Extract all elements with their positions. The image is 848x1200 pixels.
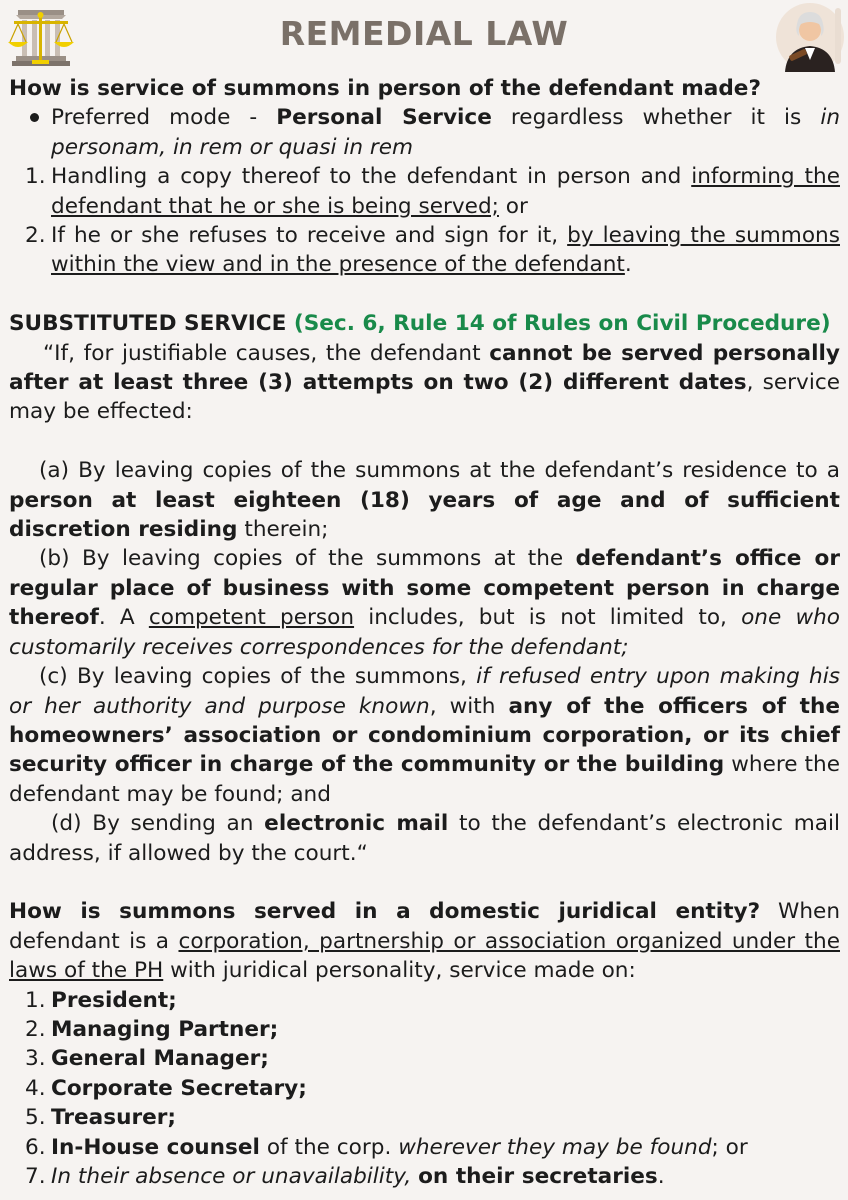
spacer [9, 280, 840, 309]
text: . [657, 1163, 665, 1189]
list-number: 1. [25, 987, 46, 1013]
list-item [9, 986, 840, 1015]
text: where the defendant may be found; and [9, 752, 840, 807]
emphasis: person at least eighteen (18) years of age and of sufficient discretion residing [9, 487, 840, 543]
underlined-text: corporation, partnership or association organized under the laws of the PH [9, 928, 840, 984]
officer-title: In-House counsel [51, 1134, 260, 1160]
text: with juridical personality, service made on: [163, 958, 636, 984]
text: , service may be effected: [9, 370, 840, 425]
question-juridical-entity [9, 897, 840, 985]
emphasis: defendant’s office or regular place of business with some competent person in charge thereof [9, 546, 841, 631]
emphasis: cannot be served personally after at least three (3) attempts on two (2) different dates [9, 340, 840, 396]
text: Preferred mode - [51, 105, 277, 131]
text: . A [98, 605, 149, 631]
text: to the defendant’s electronic mail address, if allowed by the court.“ [9, 811, 840, 866]
emphasis: on their secretaries [418, 1163, 658, 1189]
list-number: 2. [25, 223, 46, 249]
emphasis-italic: if refused entry upon making his or her authority and purpose known [9, 664, 840, 719]
text: . [624, 252, 632, 278]
list-number: 3. [25, 1046, 46, 1072]
text: of the corp. [259, 1134, 399, 1160]
paragraph-b [9, 544, 840, 662]
list-item [9, 1133, 840, 1162]
officer-title: Managing Partner; [51, 1016, 279, 1042]
list-number: 2. [25, 1016, 46, 1042]
list-item [9, 221, 840, 280]
section-heading-substituted-service [9, 309, 840, 338]
list-item [9, 1074, 840, 1103]
list-number: 6. [25, 1134, 46, 1160]
paragraph-a [9, 456, 840, 544]
underlined-text: competent person [148, 605, 355, 631]
list-number: 4. [25, 1075, 46, 1101]
officer-title: President; [51, 987, 177, 1013]
text: or [498, 193, 528, 219]
list-item [9, 162, 840, 221]
emphasis-italic: In their absence or unavailability, [51, 1163, 412, 1189]
spacer [9, 427, 840, 456]
officer-title: Treasurer; [51, 1105, 177, 1131]
text: , with [429, 693, 509, 719]
paragraph-intro [9, 339, 840, 427]
spacer [9, 868, 840, 897]
list-number: 5. [25, 1105, 46, 1131]
list-item [9, 1162, 840, 1191]
officer-title: Corporate Secretary; [51, 1075, 307, 1101]
list-item [9, 1103, 840, 1132]
text: (a) By leaving copies of the summons at the defendant’s residence to a [39, 458, 840, 484]
judge-icon [775, 2, 845, 72]
emphasis: Personal Service [276, 105, 492, 131]
question-personal-service: How is service of summons in person of the defendant made? [9, 76, 761, 101]
text: (c) By leaving copies of the summons, [39, 664, 477, 690]
text: includes, but is not limited to, [354, 605, 742, 631]
text: ; or [711, 1134, 748, 1160]
list-number: 7. [25, 1163, 46, 1189]
document-body [9, 74, 840, 1191]
heading-text: SUBSTITUTED SERVICE [9, 311, 294, 337]
list-item [9, 1015, 840, 1044]
officer-title: General Manager; [51, 1046, 269, 1072]
citation: (Sec. 6, Rule 14 of Rules on Civil Procedure) [293, 311, 831, 337]
emphasis-italic: wherever they may be found [398, 1134, 712, 1160]
underlined-text: informing the defendant that he or she is being served; [51, 164, 840, 219]
question-text: How is summons served in a domestic juridical entity? [9, 899, 761, 925]
text: When defendant is a [9, 899, 841, 954]
page-header [0, 0, 848, 76]
emphasis-italic: one who customarily receives correspondences for the defendant; [9, 605, 841, 660]
list-number: 1. [25, 164, 46, 190]
text: therein; [237, 517, 329, 543]
text: “If, for justifiable causes, the defendant [43, 340, 490, 366]
text: regardless whether it is [491, 105, 821, 131]
list-item [9, 1044, 840, 1073]
text: (d) By sending an [51, 811, 265, 837]
text: (b) By leaving copies of the summons at the [39, 546, 576, 572]
paragraph-c [9, 662, 840, 809]
emphasis-italic: in personam, in rem or quasi in rem [51, 105, 841, 160]
paragraph-d [9, 809, 840, 868]
text: Handling a copy thereof to the defendant in person and [51, 164, 692, 190]
list-item-preferred-mode [9, 103, 840, 162]
text: If he or she refuses to receive and sign for it, [51, 223, 568, 249]
underlined-text: by leaving the summons within the view and in the presence of the defendant [51, 223, 840, 278]
emphasis: any of the officers of the homeowners’ association or condominium corporation, or its chief security officer in charge of the community or the building [9, 693, 841, 778]
emphasis: electronic mail [264, 811, 449, 837]
page-title: REMEDIAL LAW [279, 14, 569, 53]
